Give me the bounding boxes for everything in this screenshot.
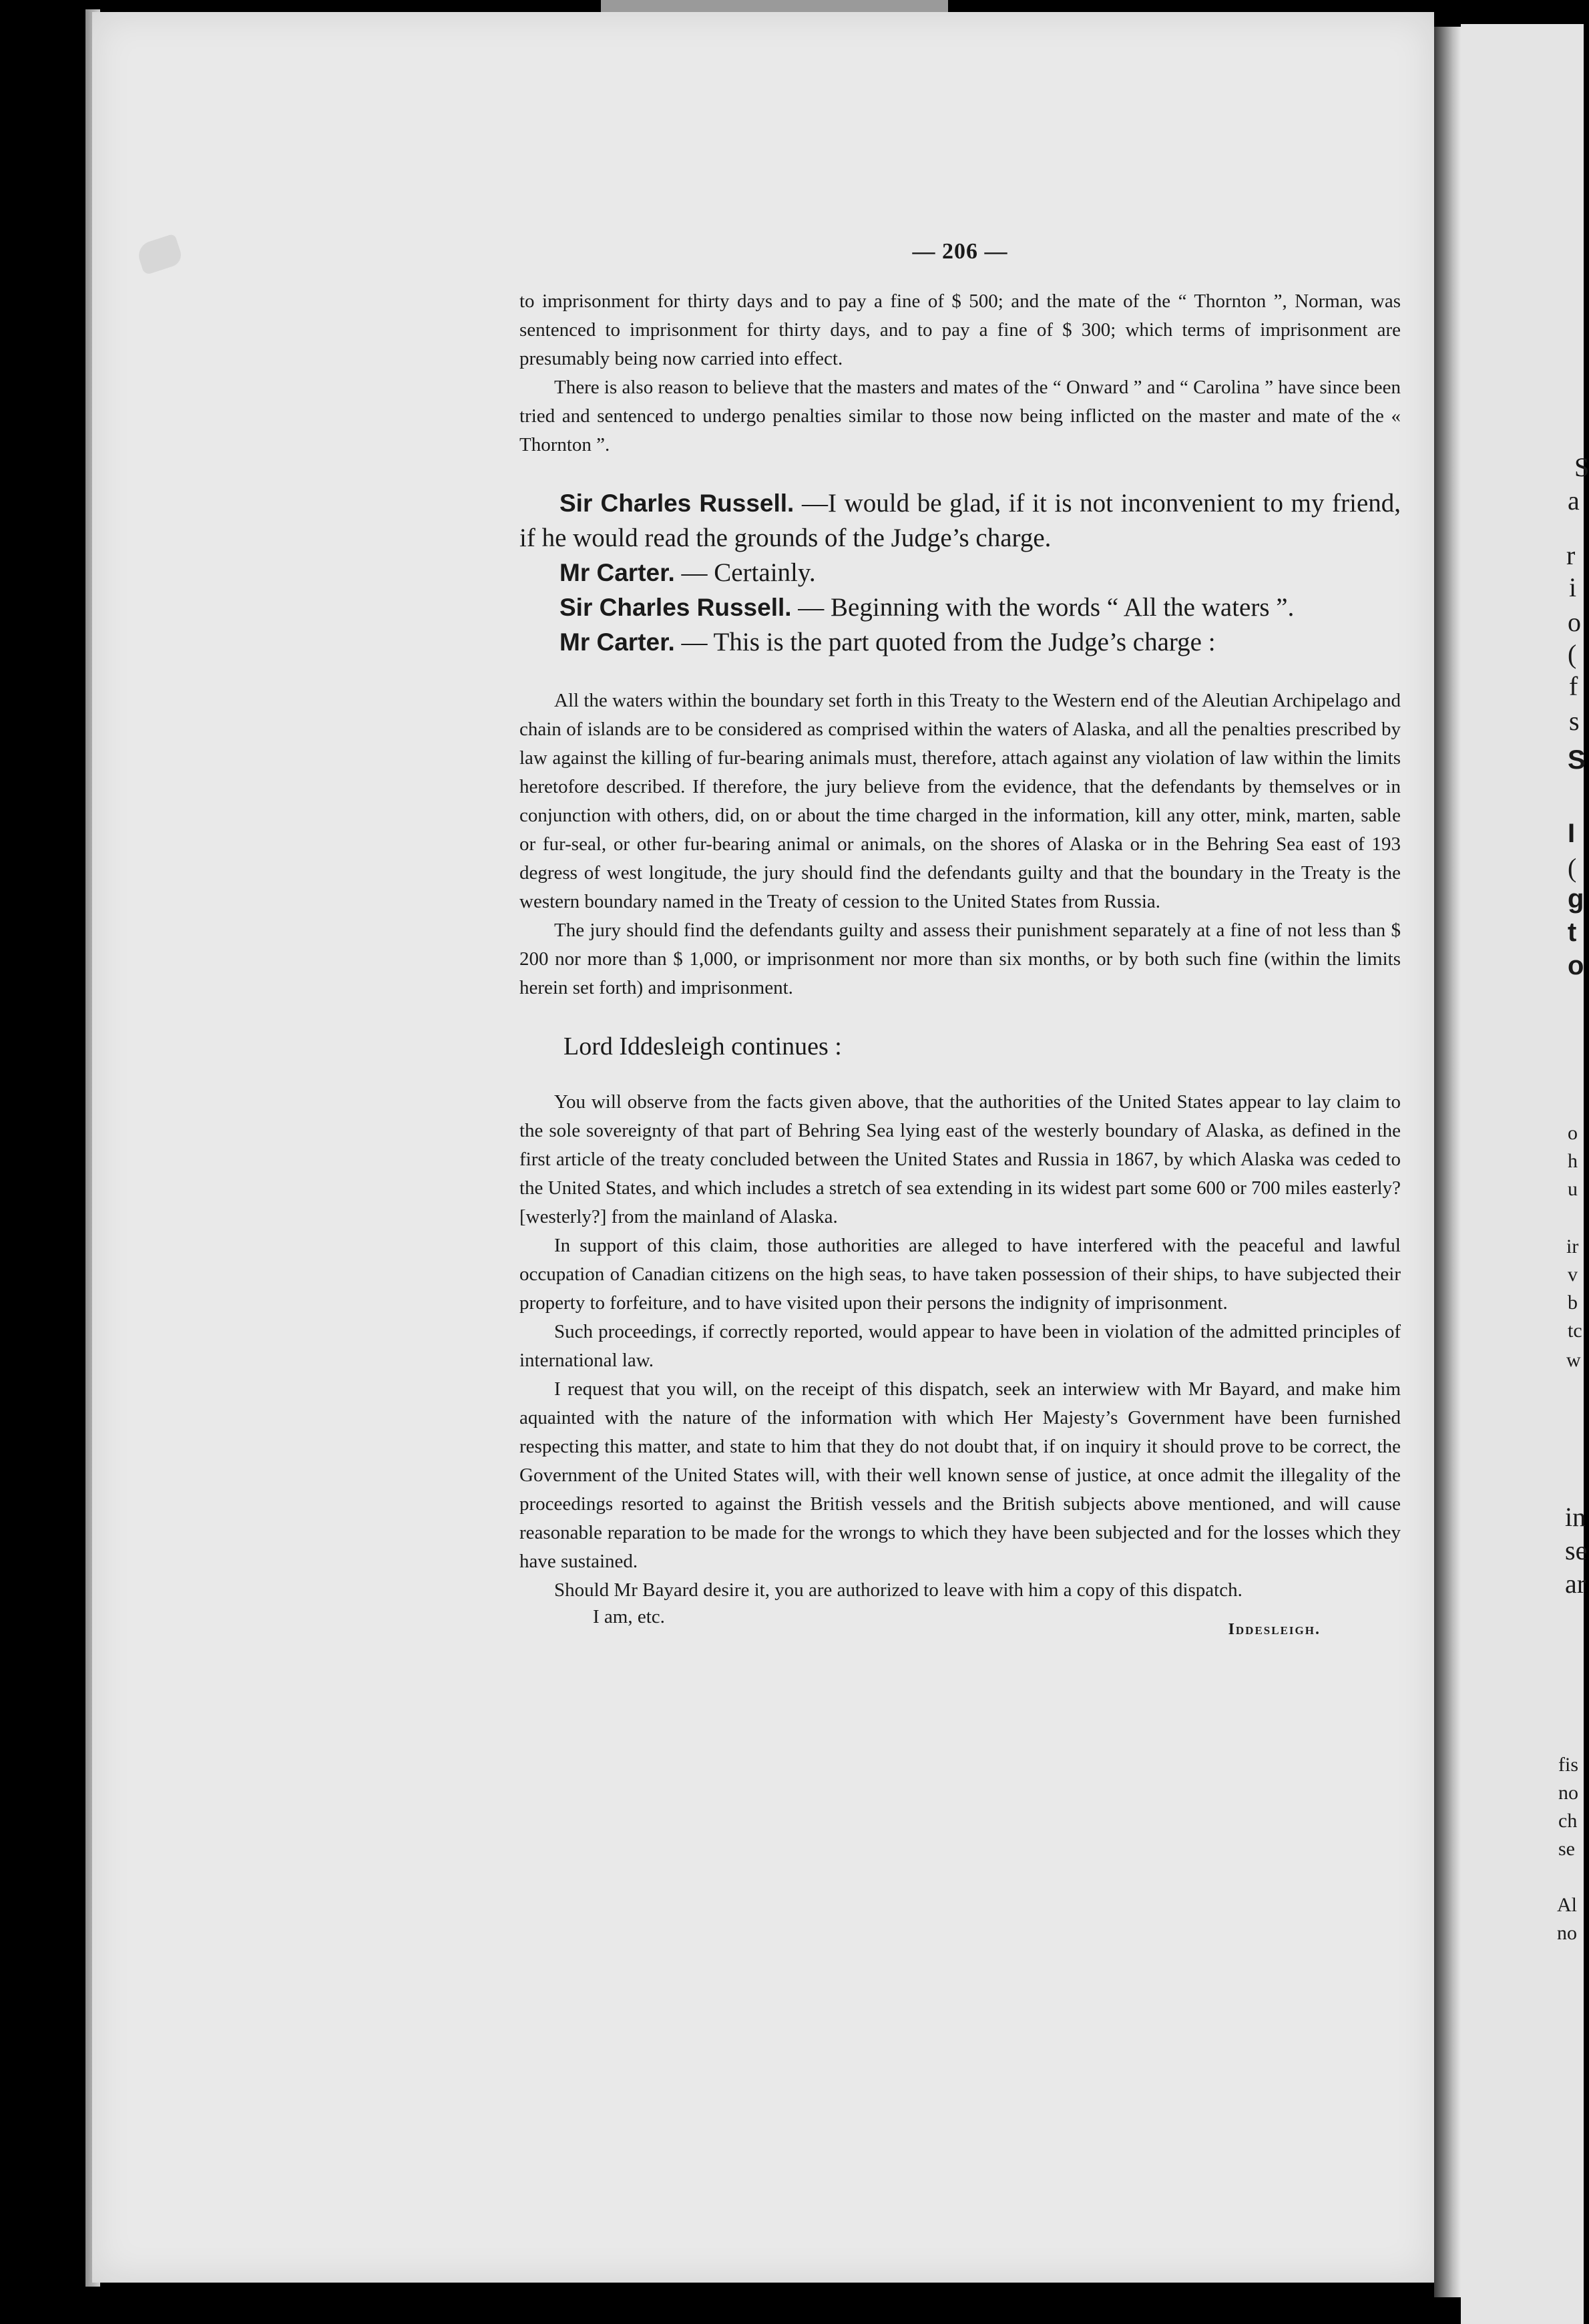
speaker-name: Mr Carter. — [559, 628, 675, 656]
fragment-text: ( — [1568, 639, 1577, 669]
speaker-name: Sir Charles Russell. — [559, 594, 792, 621]
fragment-text: se — [1558, 1838, 1575, 1860]
speaker-name: Sir Charles Russell. — [559, 490, 794, 517]
fragment-text: I — [1568, 819, 1576, 848]
paper-clip-mark — [135, 234, 184, 276]
dialogue-line — [519, 556, 1401, 590]
dialogue-line — [519, 625, 1401, 660]
charge-paragraph: All the waters within the boundary set forth in this Treaty to the Western end of the Aleutian Archipelago and chain of islands are to be considered as comprised within the waters of Alaska, and all the penalties prescribed by law against the killing of fur-bearing animals must, therefore, attach against any violation of law within the limits heretofore described. If therefore, the jury believe from the evidence, that the defendants by themselves or in conjunction with others, did, on or about the time charged in the information, kill any otter, mink, marten, sable or fur-seal, or other fur-bearing animal or animals, on the shores of Alaska or in the Behring Sea east of 193 degress of west longitude, the jury should find the defendants guilty and that the boundary in the Treaty is the western boundary named in the Treaty of cession to the United States from Russia. — [519, 690, 1401, 912]
section-subheading: Lord Iddesleigh continues : — [563, 1032, 842, 1060]
fragment-text: se — [1565, 1535, 1588, 1565]
signature: Iddesleigh. — [1228, 1621, 1321, 1638]
speech-text: —I would be glad, if it is not inconvenient to my friend, if he would read the grounds of the Judge’s charge. — [519, 489, 1401, 552]
document-page — [92, 12, 1434, 2283]
fragment-text: in — [1565, 1502, 1586, 1532]
fragment-text: i — [1569, 572, 1577, 602]
fragment-text: b — [1568, 1292, 1578, 1314]
fragment-text: o — [1568, 607, 1581, 637]
fragment-text: o — [1568, 1122, 1578, 1144]
page-number: — 206 — — [912, 239, 1008, 264]
speech-text: — Certainly. — [674, 558, 816, 587]
judges-charge-quote — [519, 687, 1401, 1002]
signoff-row — [519, 1606, 1401, 1638]
fragment-text: o — [1568, 951, 1584, 980]
fragment-text: r — [1566, 540, 1576, 570]
fragment-text: v — [1568, 1264, 1578, 1286]
fragment-text: t — [1568, 918, 1577, 947]
fragment-text: no — [1557, 1922, 1577, 1944]
dialogue-line — [519, 486, 1401, 556]
book-gutter — [1434, 27, 1461, 2297]
letter-paragraph: Such proceedings, if correctly reported, would appear to have been in violation of the admitted principles of international law. — [519, 1321, 1401, 1371]
adjacent-page-edge — [1461, 24, 1589, 2324]
fragment-text: Al — [1557, 1894, 1577, 1916]
fragment-text: w — [1566, 1349, 1581, 1371]
speaker-name: Mr Carter. — [559, 559, 675, 586]
fragment-text: f — [1569, 671, 1578, 701]
fragment-text: no — [1558, 1782, 1578, 1804]
fragment-text: ir — [1566, 1235, 1579, 1257]
letter-paragraph: Should Mr Bayard desire it, you are authorized to leave with him a copy of this dispatch. — [554, 1579, 1242, 1601]
fragment-text: u — [1568, 1178, 1578, 1200]
fragment-text: ( — [1568, 853, 1577, 883]
fragment-text: h — [1568, 1150, 1578, 1172]
fragment-text: S — [1568, 745, 1586, 775]
fragment-text: S — [1574, 452, 1589, 482]
fragment-text: fis — [1558, 1754, 1578, 1776]
dialogue-line — [519, 590, 1401, 625]
speech-text: — Beginning with the words “ All the waters ”. — [791, 593, 1295, 622]
speech-text: — This is the part quoted from the Judge’s charge : — [674, 628, 1216, 656]
fragment-text: ch — [1558, 1810, 1578, 1832]
fragment-text: ar — [1565, 1569, 1586, 1599]
fragment-text: s — [1569, 706, 1580, 736]
letter-paragraph: You will observe from the facts given above, that the authorities of the United States appear to lay claim to the sole sovereignty of that part of Behring Sea lying east of the westerly boundary of Alaska, as defined in the first article of the treaty concluded between the United States and Russia in 1867, by which Alaska was ceded to the United States, and which includes a stretch of sea extending in its widest part some 600 or 700 miles easterly? [westerly?] from the mainland of Alaska. — [519, 1091, 1401, 1227]
fragment-text: tc — [1568, 1320, 1582, 1342]
letter-paragraph: I request that you will, on the receipt of this dispatch, seek an interwiew with Mr Bayard, and make him aquainted with the nature of the information with which Her Majesty’s Government have been furnished respecting this matter, and state to him that they do not doubt that, if on inquiry it should prove to be correct, the Government of the United States will, with their well known sense of justice, at once admit the illegality of the proceedings resorted to against the British vessels and the British subjects above mentioned, and will cause reasonable reparation to be made for the wrongs to which they have been subjected and for the losses which they have sustained. — [519, 1378, 1401, 1572]
page-content — [519, 239, 1401, 1638]
paragraph-onward-carolina: There is also reason to believe that the masters and mates of the “ Onward ” and “ Carolina ” have since been tried and sentenced to undergo penalties similar to those now being inflicted on the master and mate of the « Thornton ”. — [519, 377, 1401, 455]
paragraph-continuation: to imprisonment for thirty days and to pay a fine of $ 500; and the mate of the “ Thornton ”, Norman, was sentenced to imprisonment for thirty days, and to pay a fine of $ 300; which terms of imprisonment are presumably being now carried into effect. — [519, 290, 1401, 369]
dispatch-letter — [519, 1088, 1401, 1638]
charge-paragraph: The jury should find the defendants guilty and assess their punishment separately at a fine of not less than $ 200 nor more than $ 1,000, or imprisonment nor more than six months, or by both such fine (within the limits herein set forth) and imprisonment. — [519, 920, 1401, 998]
fragment-text: g — [1568, 884, 1584, 914]
letter-paragraph: In support of this claim, those authorities are alleged to have interfered with the peaceful and lawful occupation of Canadian citizens on the high seas, to have taken possession of their ships, to have subjected their property to forfeiture, and to have visited upon their persons the indignity of imprisonment. — [519, 1235, 1401, 1314]
fragment-text: a — [1568, 486, 1580, 516]
dialogue-block — [519, 486, 1401, 660]
signoff: I am, etc. — [593, 1606, 665, 1627]
